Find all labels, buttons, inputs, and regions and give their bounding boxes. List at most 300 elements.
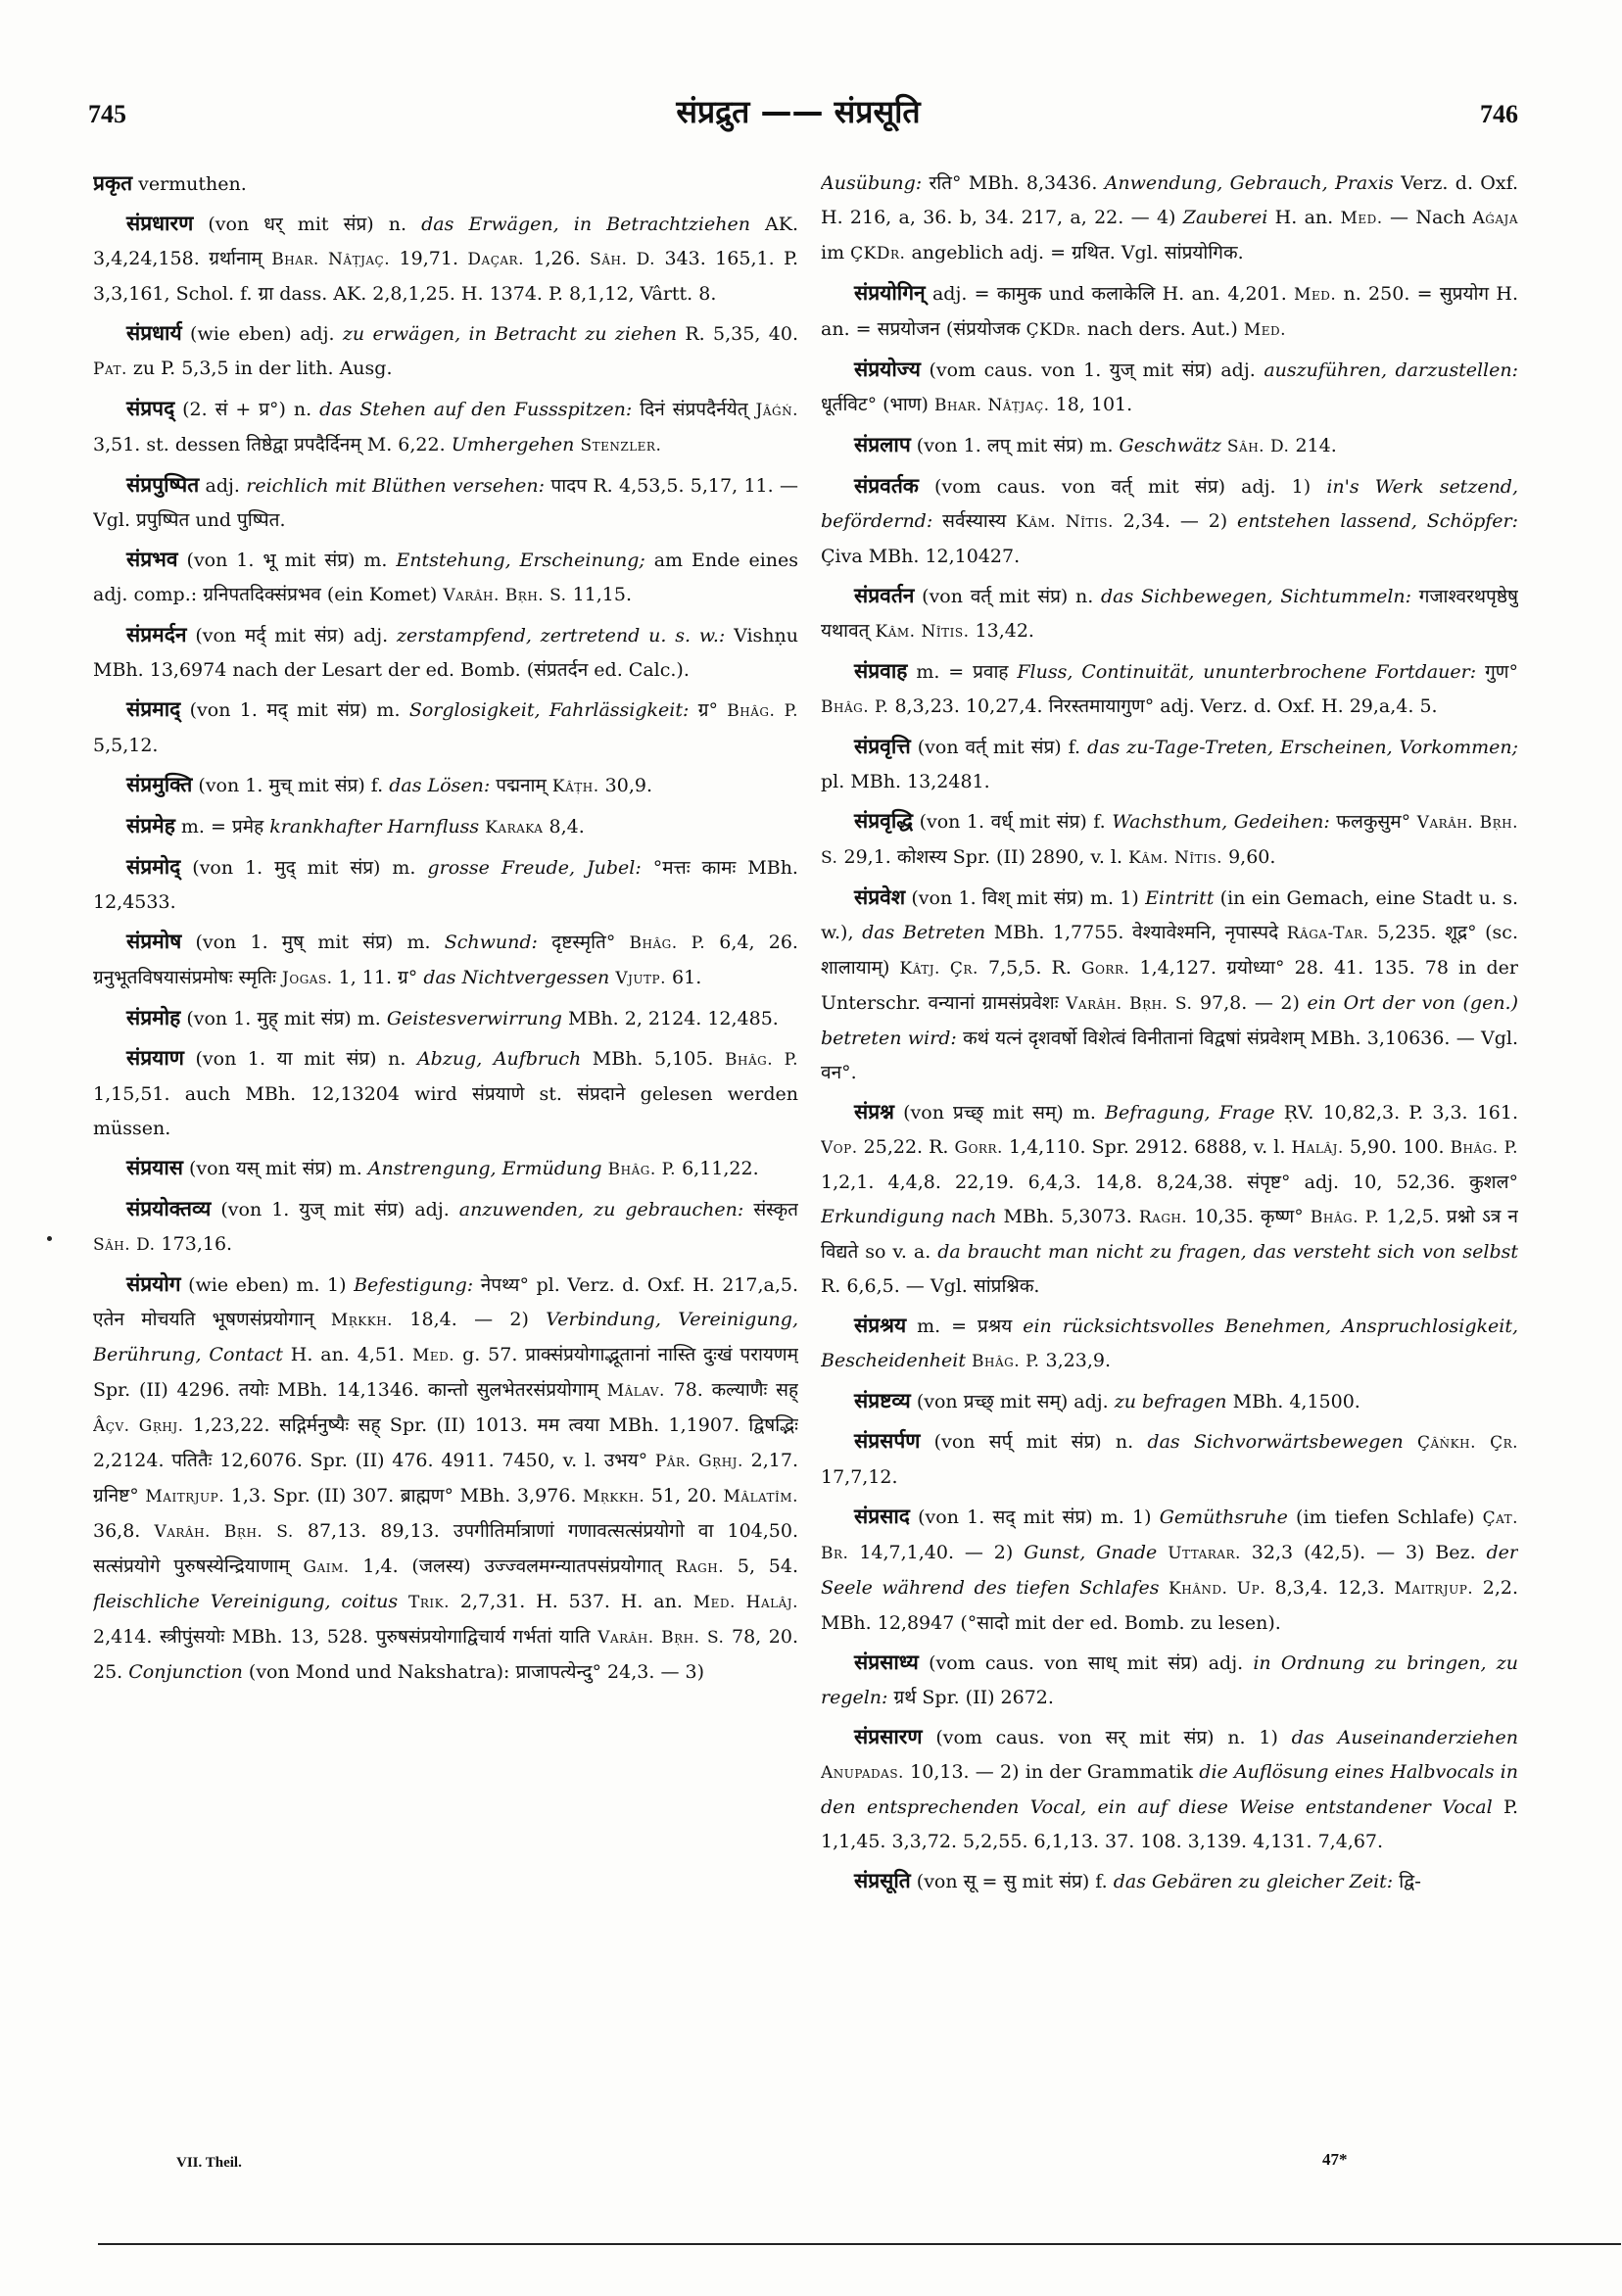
dictionary-entry [821, 167, 1518, 271]
source-abbreviation: Çâṅkh. Çr. [1416, 1433, 1518, 1453]
source-abbreviation: Pat. [93, 359, 127, 379]
entry-text: adj. = [925, 283, 997, 305]
entry-text: 2,2124. [93, 1450, 172, 1471]
sanskrit-text: संप्र [334, 775, 358, 796]
entry-text: g. 57. [454, 1344, 526, 1365]
entry-text: mit [993, 1391, 1037, 1412]
sanskrit-text: संप्रतर्दन [534, 659, 589, 681]
sanskrit-text: कलाकेलि [1091, 283, 1156, 305]
entry-text [1411, 586, 1419, 607]
sanskrit-text: °मत्तः कामः [652, 857, 737, 879]
sanskrit-text: सप्रयोजन [877, 318, 940, 340]
sanskrit-text: दृष्टस्मृति° [551, 932, 616, 953]
entry-text: 1,2,5. [1379, 1206, 1447, 1227]
definition-text: Anstrengung, Ermüdung [367, 1158, 602, 1179]
entry-text: angeblich adj. = [905, 242, 1073, 263]
entry-text: ) n. [278, 399, 320, 420]
entry-text: H. an. 4,201. [1155, 283, 1295, 305]
entry-text: ) n. 1) [1207, 1727, 1292, 1748]
definition-text: Geschwätz [1119, 435, 1221, 456]
definition-text: zerstampfend, zertretend u. s. w.: [396, 625, 726, 646]
entry-text: 1,23,22. [183, 1414, 279, 1436]
entry-text: ) m. 1) [1076, 887, 1146, 909]
definition-text: da braucht man nicht zu fragen, das versteht sich von selbst [937, 1241, 1518, 1263]
entry-text: H. an. 4,51. [282, 1344, 412, 1365]
entry-text: (von [910, 737, 966, 758]
sanskrit-text: धूर्तविट° [821, 394, 878, 415]
source-abbreviation: Bhar. Nâṭjaç. [271, 250, 391, 269]
dictionary-entry [821, 730, 1518, 799]
entry-text: 51, 20. [644, 1485, 724, 1507]
entry-text: (ein Komet) [320, 584, 444, 605]
dictionary-entry [821, 579, 1518, 649]
sanskrit-text: युज् [1109, 359, 1134, 381]
sanskrit-text: प्र° [259, 399, 279, 420]
source-abbreviation: Aǵaja [1472, 209, 1518, 228]
sanskrit-text: गुण° [1485, 661, 1518, 683]
entry-text: 9,60. [1222, 846, 1276, 868]
entry-text: adj. 10, 52,36. [1290, 1172, 1470, 1193]
source-abbreviation: Varâh. Bṛh. S. [597, 1628, 725, 1648]
entry-text: ) [463, 1555, 485, 1577]
sanskrit-text: ग्र° [398, 967, 418, 988]
source-abbreviation: Med. [1340, 209, 1383, 228]
entry-headword: संप्रमुक्ति [126, 773, 193, 796]
sanskrit-text: निरस्तमायागुण° [1048, 695, 1155, 717]
entry-text [1278, 922, 1287, 943]
sanskrit-text: संप्र [1030, 737, 1055, 758]
source-abbreviation: Bhâg. P. [727, 701, 798, 721]
dictionary-entry [821, 353, 1518, 423]
dictionary-entry [821, 804, 1518, 876]
entry-text: 173,16. [155, 1233, 233, 1255]
entry-text: 97,8. — 2) [1192, 992, 1308, 1014]
entry-text: P. 1,1,45. 3,3,72. 5,2,55. 6,1,13. 37. 108. 3,139. 4,131. 7,4,67. [821, 1796, 1518, 1852]
sanskrit-text: कल्याणैः सह् [711, 1379, 798, 1401]
sanskrit-text: द्वि- [1399, 1871, 1421, 1892]
entry-text: ) m. 1) [1085, 1507, 1160, 1528]
entry-text: mit [985, 737, 1031, 758]
entry-headword: संप्रवर्तन [854, 584, 915, 607]
entry-text [632, 399, 640, 420]
sanskrit-text: संप्रयाणे [471, 1083, 525, 1105]
definition-text: Anwendung, Gebrauch, Praxis [1104, 172, 1394, 194]
dictionary-entry [93, 1268, 798, 1690]
definition-text: in's Werk setzend, befördernd: [821, 476, 1518, 532]
sanskrit-text: फलकुसुम° [1336, 811, 1411, 833]
source-abbreviation: Mṛkkh. [582, 1487, 645, 1507]
sanskrit-text: वन्यानां ग्रामसंप्रवेशः [928, 992, 1059, 1014]
entry-text: 3,51. st. dessen [93, 434, 247, 455]
entry-text: 5, 54. [724, 1555, 798, 1577]
sanskrit-text: तयोः [238, 1379, 269, 1401]
entry-text: ) n. [369, 1048, 417, 1070]
sanskrit-text: शालायाम् [821, 957, 883, 979]
entry-text: m. = [907, 661, 974, 683]
dictionary-entry [93, 1151, 798, 1187]
entry-headword: संप्रयोगिन् [854, 281, 926, 305]
sanskrit-text: संप्र [350, 857, 374, 879]
entry-text: Spr. (II) 1013. [380, 1414, 538, 1436]
dictionary-entry [821, 654, 1518, 725]
entry-text: (von 1. [905, 887, 982, 909]
entry-text: mit [287, 699, 338, 721]
entry-text: MBh. 1,1907. [599, 1414, 749, 1436]
sanskrit-text: द्विषद्भिः [748, 1414, 798, 1436]
source-abbreviation: Uttarar. [1168, 1544, 1241, 1563]
entry-text: (von 1. [211, 1199, 300, 1220]
source-abbreviation: Karaka [485, 818, 544, 837]
sanskrit-text: संप्रयोजक [953, 318, 1021, 340]
sanskrit-text: ब्राह्मण° [400, 1485, 454, 1507]
entry-text: + [227, 399, 260, 420]
sanskrit-text: ग्रनिपतदिक्संप्रभव [203, 584, 321, 605]
entry-text: 1,26. [524, 248, 591, 269]
entry-headword: संप्रमोद् [126, 855, 181, 879]
entry-text: ( [939, 318, 954, 340]
definition-text: Entstehung, Erscheinung; [396, 550, 645, 571]
entry-text: 1, 11. [332, 967, 399, 988]
entry-text: (von [193, 214, 264, 235]
entry-text: vermuthen. [132, 173, 247, 195]
entry-text: mit [1016, 1871, 1060, 1892]
volume-label: VII. Theil. [176, 2155, 242, 2171]
entry-text: 8,4. [543, 816, 585, 837]
dictionary-entry [821, 1720, 1518, 1859]
source-abbreviation: Sâh. D. [590, 250, 656, 269]
definition-text: Abzug, Aufbruch [416, 1048, 582, 1070]
definition-text: Conjunction [128, 1661, 243, 1683]
sanskrit-text: शूद्र° [1445, 922, 1477, 943]
entry-text: ) m. [1056, 1102, 1106, 1124]
entry-text: = [976, 1871, 1004, 1892]
source-abbreviation: Halâj. [1291, 1138, 1344, 1158]
sanskrit-text: संप्र [324, 550, 348, 571]
entry-text [1304, 1206, 1311, 1227]
entry-text: st. [524, 1083, 578, 1105]
entry-headword: संप्रमोह [126, 1006, 181, 1029]
sanskrit-text: संपृष्ट° [1247, 1172, 1291, 1193]
entry-text: adj. [199, 475, 247, 497]
entry-headword: संप्रवृत्ति [854, 735, 911, 758]
entry-text: mit [275, 550, 325, 571]
entry-text: 5,235. [1368, 922, 1446, 943]
sanskrit-text: वन° [821, 1062, 851, 1083]
entry-text: 2,17. [742, 1450, 798, 1471]
sanskrit-text: साध् [1087, 1652, 1118, 1674]
source-abbreviation: Khând. Up. [1169, 1579, 1266, 1599]
sanskrit-text: संप्र [1056, 811, 1080, 833]
entry-text: (wie eben) m. 1) [180, 1274, 355, 1296]
entry-text: Vishṇu MBh. 13,6974 nach der Lesart der ed. Bomb. ( [93, 625, 798, 681]
entry-text: 214. [1289, 435, 1337, 456]
definition-text: das Gebären zu gleicher Zeit: [1113, 1871, 1394, 1892]
entry-text: mit [1015, 1507, 1063, 1528]
entry-text: (wie eben) adj. [181, 323, 343, 345]
entry-text: 78, 20. 25. [93, 1626, 798, 1683]
entry-text: (im tiefen Schlafe) [1287, 1507, 1483, 1528]
sanskrit-text: संप्र [1183, 1727, 1208, 1748]
source-abbreviation: Anupadas. [821, 1763, 904, 1783]
dictionary-entry [821, 1384, 1518, 1419]
source-abbreviation: Pâr. Gṛhj. [654, 1452, 743, 1471]
dictionary-entry [93, 850, 798, 920]
sanskrit-text: धर् [263, 214, 283, 235]
definition-text: der Seele während des tiefen Schlafes [821, 1542, 1518, 1599]
sanskrit-text: संप्र [1053, 435, 1076, 456]
entry-text: MBh. 4,1500. [1226, 1391, 1360, 1412]
sanskrit-text: कथं यत्नं दृशवर्षो विशेत्वं विनीतानां विद्वषां संप्रवेशम् [963, 1028, 1305, 1049]
sanskrit-text: सं [215, 399, 228, 420]
source-abbreviation: Vop. [821, 1138, 858, 1158]
dictionary-entry [821, 428, 1518, 464]
sanskrit-text: ग्रथित [1072, 242, 1110, 263]
sanskrit-text: संप्र [1194, 476, 1218, 498]
sanskrit-text: गजाश्वरथपृष्ठेषु यथावत् [821, 586, 1518, 642]
entry-text: ) adj. [337, 625, 397, 646]
entry-text: n. 250. = [1336, 283, 1440, 305]
entry-text: 29,1. [837, 846, 897, 868]
entry-text: 10,35. [1187, 1206, 1261, 1227]
entry-text: (von [910, 1871, 964, 1892]
entry-text: MBh. 2, 2124. 12,485. [561, 1008, 779, 1029]
entry-text [743, 1199, 753, 1220]
source-abbreviation: Med. [411, 1346, 455, 1365]
sanskrit-text: यस् [235, 1158, 260, 1179]
page-header [78, 90, 1518, 149]
entry-headword: संप्रसारण [854, 1725, 923, 1748]
entry-text: ) adj. [397, 1199, 459, 1220]
entry-text: ) n. [1094, 1431, 1148, 1453]
sanskrit-text: संप्र [1062, 1507, 1086, 1528]
entry-text: (von 1. [180, 699, 267, 721]
entry-text: ) m. [1075, 435, 1120, 456]
sanskrit-text: संप्र [337, 699, 360, 721]
entry-text: 343. 165,1. P. 3,3,161, Schol. f. [93, 248, 798, 305]
sanskrit-text: युज् [299, 1199, 324, 1220]
dictionary-entry [821, 1864, 1518, 1899]
entry-text: (sc. [1476, 922, 1518, 943]
entry-text: — Nach [1382, 207, 1473, 228]
dictionary-entry [821, 469, 1518, 574]
entry-text: pl. Verz. d. Oxf. H. 217,a,5. [528, 1274, 798, 1296]
dictionary-entry [93, 468, 798, 538]
sanskrit-text: उभय° [603, 1450, 648, 1471]
entry-text: 11,15. [566, 584, 633, 605]
entry-text: (von 1. [183, 1048, 277, 1070]
entry-text: 8,3,4. 12,3. [1265, 1577, 1395, 1599]
dictionary-entry [821, 1500, 1518, 1641]
definition-text: krankhafter Harnfluss [269, 816, 480, 837]
entry-text: Spr. (II) 2890, v. l. [946, 846, 1129, 868]
source-abbreviation: Daçar. [467, 250, 524, 269]
sanskrit-text: प्रच्छ् [953, 1102, 984, 1124]
sanskrit-text: सु [1003, 1871, 1017, 1892]
entry-text: ) f. [1079, 811, 1113, 833]
definition-text: die Auflösung eines Halbvocals in den entsprechenden Vocal, ein auf diese Weise entstandener Vocal [821, 1761, 1518, 1818]
sanskrit-text: प्राजापत्येन्दु° [515, 1661, 602, 1683]
bottom-rule [98, 2243, 1621, 2245]
dictionary-entry [821, 1095, 1518, 1304]
definition-text: Erkundigung nach [821, 1206, 997, 1227]
entry-text: (von 1. [180, 857, 275, 879]
entry-text: im [821, 242, 851, 263]
entry-text [642, 857, 653, 879]
signature-mark: 47* [1322, 2150, 1348, 2169]
source-abbreviation: Trik. [408, 1593, 451, 1612]
entry-text: dass. AK. 2,8,1,25. H. 1374. P. 8,1,12, Vârtt. 8. [273, 283, 717, 305]
entry-text: 7,5,5. R. [978, 957, 1081, 979]
entry-text: (von [186, 625, 245, 646]
entry-text: MBh. 14,1346. [268, 1379, 428, 1401]
entry-headword: संप्रयोक्तव्य [126, 1197, 212, 1220]
definition-text: das Sichvorwärtsbewegen [1147, 1431, 1404, 1453]
definition-text: Eintritt [1145, 887, 1215, 909]
entry-text: 5,5,12. [93, 735, 159, 756]
source-abbreviation: Stenzler. [580, 436, 662, 455]
entry-headword: संप्रसूति [854, 1869, 911, 1892]
entry-text: 18,4. — 2) [393, 1309, 547, 1330]
entry-text: 17,7,12. [821, 1466, 898, 1488]
entry-text: R. 4,53,5. 5,17, 11. — Vgl. [93, 475, 798, 531]
definition-text: ein rücksichtsvolles Benehmen, Anspruchlosigkeit, Bescheidenheit [821, 1315, 1518, 1371]
entry-text: 6,4, 26. [705, 932, 798, 953]
entry-text: mit [1010, 435, 1054, 456]
entry-text: 18, 101. [1049, 394, 1133, 415]
definition-text: Schwund: [444, 932, 538, 953]
sanskrit-text: तिष्ठेद्वा प्रपदैर्दिनम् [246, 434, 361, 455]
definition-text: das Erwägen, in Betrachtziehen [421, 214, 750, 235]
entry-text: (von [920, 1431, 989, 1453]
entry-text: . Vgl. [1109, 242, 1165, 263]
source-abbreviation: Kâṭh. [551, 777, 599, 796]
source-abbreviation: Varâh. Bṛh. S. [821, 813, 1518, 868]
entry-text: und [189, 509, 238, 531]
entry-headword: संप्रपुष्पित [126, 473, 200, 497]
entry-text: 2,2. MBh. 12,8947 ( [821, 1577, 1518, 1634]
left-page-number: 745 [88, 100, 126, 128]
entry-text: am Ende eines adj. comp.: [93, 550, 798, 605]
sanskrit-text: भाण [889, 394, 922, 415]
entry-text: ) m. [325, 1158, 368, 1179]
sanskrit-text: प्राक्संप्रयोगाद्भूतानां नास्ति दुःखं परायणम् [525, 1344, 798, 1365]
entry-text: m. = [174, 816, 232, 837]
sanskrit-text: संप्र [343, 214, 367, 235]
sanskrit-text: सद् [992, 1507, 1016, 1528]
entry-text [1476, 661, 1485, 683]
definition-text: entstehen lassend, Schöpfer: [1237, 510, 1518, 532]
entry-text: 1,15,51. auch MBh. 12,13204 wird [93, 1083, 472, 1105]
definition-text: reichlich mit Blüthen versehen: [246, 475, 546, 497]
entry-text: 61. [666, 967, 702, 988]
entry-text: 1,3. Spr. (II) 307. [224, 1485, 401, 1507]
definition-text: zu erwägen, in Betracht zu ziehen [342, 323, 677, 345]
source-abbreviation: Bhâg. P. [607, 1160, 677, 1179]
entry-text: mit [265, 625, 314, 646]
entry-text: (von [182, 1158, 236, 1179]
entry-headword: संप्रयास [126, 1156, 183, 1179]
sanskrit-text: मम त्वया [537, 1414, 600, 1436]
sanskrit-text: स्त्रीपुंसयोः [160, 1626, 225, 1648]
entry-text: 12,6076. Spr. (II) 476. 4911. 7450, v. l. [212, 1450, 604, 1471]
definition-text: Sorglosigkeit, Fahrlässigkeit: [408, 699, 690, 721]
sanskrit-text: प्रपुष्पित [136, 509, 190, 531]
sanskrit-text: संप्र [346, 1048, 370, 1070]
entry-text: (von 1. [177, 550, 263, 571]
entry-text: Verz. d. Oxf. H. 216, a, 36. b, 34. 217, a, 22. — 4) [821, 172, 1518, 228]
entry-headword: संप्रश्रय [854, 1314, 907, 1337]
sanskrit-text: ग्रर्थानाम् [209, 248, 262, 269]
sanskrit-text: कुशल° [1469, 1172, 1518, 1193]
source-abbreviation: Gorr. [1081, 959, 1130, 979]
entry-text: mit [1131, 476, 1195, 498]
sanskrit-text: वर्त् [970, 586, 992, 607]
sanskrit-text: सद्गिर्मनुष्यैः सह् [278, 1414, 381, 1436]
sanskrit-text: सर्वस्यास्य [942, 510, 1007, 532]
source-abbreviation: Maitrjup. [145, 1487, 225, 1507]
entry-headword: संप्रवाह [854, 659, 908, 683]
source-abbreviation: Varâh. Bṛh. S. [154, 1522, 294, 1542]
entry-headword: संप्रसाद [854, 1505, 910, 1528]
dictionary-entry [93, 809, 798, 845]
definition-text: das zu-Tage-Treten, Erscheinen, Vorkommen; [1087, 737, 1518, 758]
entry-text: MBh. 5,105. [581, 1048, 726, 1070]
entry-headword: संप्रभव [126, 548, 178, 571]
sanskrit-text: संप्र [313, 625, 338, 646]
entry-text: ) m. [348, 550, 397, 571]
right-page-number: 746 [1480, 100, 1518, 128]
definition-text: Befestigung: [354, 1274, 474, 1296]
definition-text: in Ordnung zu bringen, zu regeln: [821, 1652, 1518, 1708]
sanskrit-text: एतेन मोचयति भूषणसंप्रयोगान् [93, 1309, 314, 1330]
entry-text: 36,8. [93, 1520, 155, 1542]
sanskrit-text: प्रवाह [973, 661, 1009, 683]
source-abbreviation: Mṛkkh. [330, 1311, 394, 1330]
sanskrit-text: प्रच्छ् [963, 1391, 994, 1412]
entry-text: ) adj. [1191, 1652, 1254, 1674]
entry-text: (vom caus. von [922, 1727, 1106, 1748]
entry-text: ) [921, 394, 934, 415]
entry-text: MBh. 3,976. [453, 1485, 583, 1507]
sanskrit-text: संप्र [320, 1008, 345, 1029]
definition-text: das Betreten [862, 922, 986, 943]
definition-text: das Auseinanderziehen [1291, 1727, 1518, 1748]
entry-text: 2,7,31. H. 537. H. an. [450, 1591, 693, 1612]
entry-text: mit [292, 1048, 347, 1070]
entry-text: (von [910, 1391, 964, 1412]
entry-text: mit [1012, 1431, 1072, 1453]
source-abbreviation: Gorr. [954, 1138, 1003, 1158]
sanskrit-text: जलस्य [418, 1555, 464, 1577]
entry-text: m. = [906, 1315, 978, 1337]
dictionary-entry [93, 392, 798, 463]
entry-text: (von [894, 1102, 954, 1124]
definition-text: ein Ort der von (gen.) betreten wird: [821, 992, 1518, 1049]
source-abbreviation: Mâlav. [606, 1381, 665, 1401]
entry-text: mit [291, 775, 335, 796]
entry-text: M. 6,22. [360, 434, 452, 455]
entry-text: AK. 3,4,24,158. [93, 214, 798, 269]
entry-text [1012, 1315, 1023, 1337]
dictionary-entry [93, 1192, 798, 1263]
dictionary-entry [93, 167, 798, 202]
entry-text: mit der ed. Bomb. zu lesen). [1009, 1612, 1281, 1634]
sanskrit-text: पतितैः [171, 1450, 213, 1471]
sanskrit-text: प्रमेह [231, 816, 264, 837]
entry-headword: संप्रसर्पण [854, 1429, 921, 1453]
source-abbreviation: Varâh. Bṛh. S. [1066, 994, 1193, 1014]
sanskrit-text: संप्र [1059, 1871, 1082, 1892]
